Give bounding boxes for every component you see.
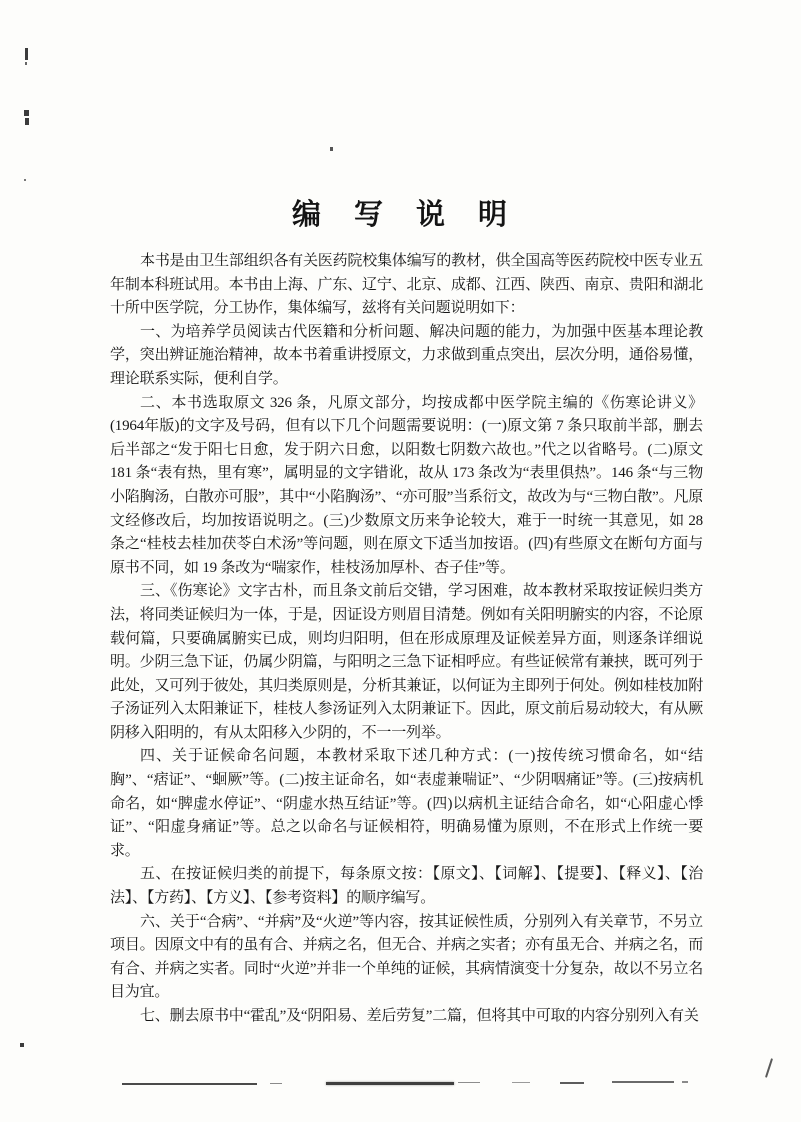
scan-smudge-segment [682,1081,688,1083]
paragraph-item-2: 二、本书选取原文 326 条，凡原文部分，均按成都中医学院主编的《伤寒论讲义》(1964年版)的文字及号码，但有以下几个问题需要说明：(一)原文第 7 条只取前半部，删去后半部之“发于阳七日愈，发于阴六日愈，以阳数七阴数六故也。”代之以省略号。(二)原文 181 条“表有热，里有寒”，属明显的文字错讹，故从 173 条改为“表里俱热”。146 条“与三物小陷胸汤，白散亦可服”，其中“小陷胸汤”、“亦可服”当系衍文，故改为与“三物白散”。凡原文经修改后，均加按语说明之。(三)少数原文历来争论较大，难于一时统一其意见，如 28 条之“桂枝去桂加茯苓白术汤”等问题，则在原文下适当加按语。(四)有些原文在断句方面与原书不同，如 19 条改为“喘家作，桂枝汤加厚朴、杏子佳”等。 [110,394,703,576]
scan-speck [25,48,28,60]
scan-smudge-segment [512,1082,530,1083]
scan-smudge-segment [270,1083,282,1084]
scan-speck [330,147,333,151]
page-body [110,250,703,1029]
paragraph-intro: 本书是由卫生部组织各有关医药院校集体编写的教材，供全国高等医药院校中医专业五年制本科班试用。本书由上海、广东、辽宁、北京、成都、江西、陕西、南京、贵阳和湖北十所中医学院，分工协作，集体编写，兹将有关问题说明如下： [110,253,703,317]
scan-speck [20,1043,24,1047]
scan-smudge-segment [560,1082,584,1084]
paragraph-item-6: 六、关于“合病”、“并病”及“火逆”等内容，按其证候性质，分别列入有关章节，不另立项目。因原文中有的虽有合、并病之名，但无合、并病之实者；亦有虽无合、并病之名，而有合、并病之实者。同时“火逆”并非一个单纯的证候，其病情演变十分复杂，故以不另立名目为宜。 [110,913,703,1001]
scan-speck [24,179,26,181]
scan-speck [25,118,29,125]
scan-smudge-segment [326,1082,454,1085]
paragraph-item-7: 七、删去原书中“霍乱”及“阴阳易、差后劳复”二篇，但将其中可取的内容分别列入有关 [140,1008,699,1024]
paragraph-item-1: 一、为培养学员阅读古代医籍和分析问题、解决问题的能力，为加强中医基本理论教学，突出辨证施治精神，故本书着重讲授原文，力求做到重点突出，层次分明，通俗易懂，理论联系实际，便利自学。 [110,323,703,387]
scan-speck [25,62,27,65]
scan-slash-mark [765,1058,773,1078]
paragraph-item-5: 五、在按证候归类的前提下，每条原文按：【原文】、【词解】、【提要】、【释义】、【治法】、【方药】、【方义】、【参考资料】的顺序编写。 [110,866,703,907]
scan-smudge-segment [122,1083,257,1085]
scan-speck [24,110,29,116]
scan-smudge-segment [612,1081,674,1083]
paragraph-item-3: 三、《伤寒论》文字古朴，而且条文前后交错，学习困难，故本教材采取按证候归类方法，将同类证候归为一体，于是，因证设方则眉目清楚。例如有关阳明腑实的内容，不论原载何篇，只要确属腑实已成，则均归阳明，但在形成原理及证候差异方面，则逐条详细说明。少阴三急下证，仍属少阴篇，与阳明之三急下证相呼应。有些证候常有兼挟，既可列于此处，又可列于彼处，其归类原则是，分析其兼证，以何证为主即列于何处。例如桂枝加附子汤证列入太阳兼证下，桂枝人参汤证列入太阴兼证下。因此，原文前后易动较大，有从厥阴移入阳明的，有从太阳移入少阴的，不一一列举。 [110,583,703,741]
paragraph-item-4: 四、关于证候命名问题，本教材采取下述几种方式：(一)按传统习惯命名，如“结胸”、“痞证”、“蛔厥”等。(二)按主证命名，如“表虚兼喘证”、“少阴咽痛证”等。(三)按病机命名，如“脾虚水停证”、“阴虚水热互结证”等。(四)以病机主证结合命名，如“心阳虚心悸证”、“阳虚身痛证”等。总之以命名与证候相符，明确易懂为原则，不在形式上作统一要求。 [110,748,703,859]
scan-smudge-segment [458,1082,480,1083]
page-title: 编 写 说 明 [291,199,509,231]
